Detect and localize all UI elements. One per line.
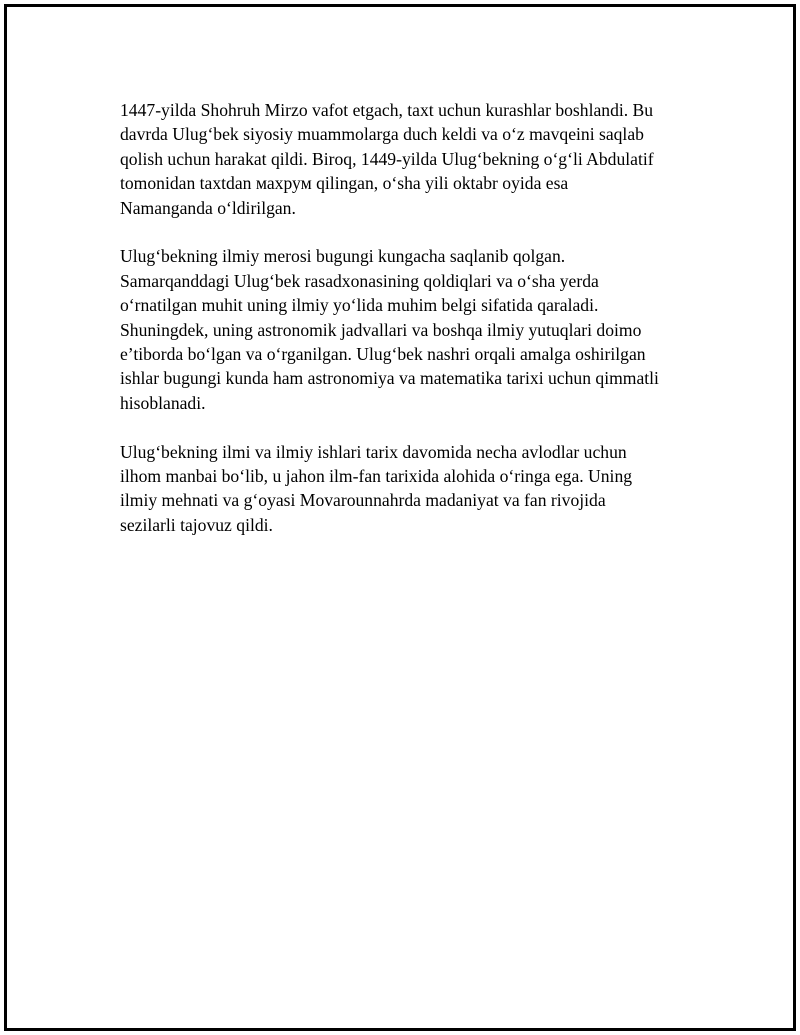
- document-body: [120, 98, 710, 562]
- text-line: Ulug‘bekning ilmiy merosi bugungi kungacha saqlanib qolgan.: [120, 246, 566, 267]
- text-line: Ulug‘bekning ilmi va ilmiy ishlari tarix davomida necha avlodlar uchun: [120, 441, 627, 462]
- text-line: o‘rnatilgan muhit uning ilmiy yo‘lida muhim belgi sifatida qaraladi.: [120, 295, 599, 316]
- text-line: ishlar bugungi kunda ham astronomiya va matematika tarixi uchun qimmatli: [120, 368, 659, 389]
- paragraph-3: [120, 440, 710, 538]
- text-line: Samarqanddagi Ulug‘bek rasadxonasining qoldiqlari va o‘sha yerda: [120, 270, 599, 291]
- text-line: ilmiy mehnati va g‘oyasi Movarounnahrda madaniyat va fan rivojida: [120, 490, 606, 511]
- text-line: Shuningdek, uning astronomik jadvallari va boshqa ilmiy yutuqlari doimo: [120, 319, 642, 340]
- text-line: sezilarli tajovuz qildi.: [120, 514, 273, 535]
- page-frame: [4, 4, 796, 1031]
- text-line: hisoblanadi.: [120, 392, 206, 413]
- text-line: davrda Ulug‘bek siyosiy muammolarga duch keldi va o‘z mavqeini saqlab: [120, 124, 644, 145]
- text-line: e’tiborda bo‘lgan va o‘rganilgan. Ulug‘bek nashri orqali amalga oshirilgan: [120, 344, 646, 365]
- text-line: tomonidan taxtdan махрум qilingan, o‘sha yili oktabr oyida esa: [120, 173, 569, 194]
- paragraph-2: [120, 244, 710, 415]
- text-line: ilhom manbai bo‘lib, u jahon ilm-fan tarixida alohida o‘ringa ega. Uning: [120, 466, 633, 487]
- text-line: 1447-yilda Shohruh Mirzo vafot etgach, taxt uchun kurashlar boshlandi. Bu: [120, 100, 654, 120]
- paragraph-1: [120, 98, 710, 220]
- text-line: qolish uchun harakat qildi. Biroq, 1449-yilda Ulug‘bekning o‘g‘li Abdulatif: [120, 148, 654, 169]
- text-line: Namanganda o‘ldirilgan.: [120, 197, 296, 218]
